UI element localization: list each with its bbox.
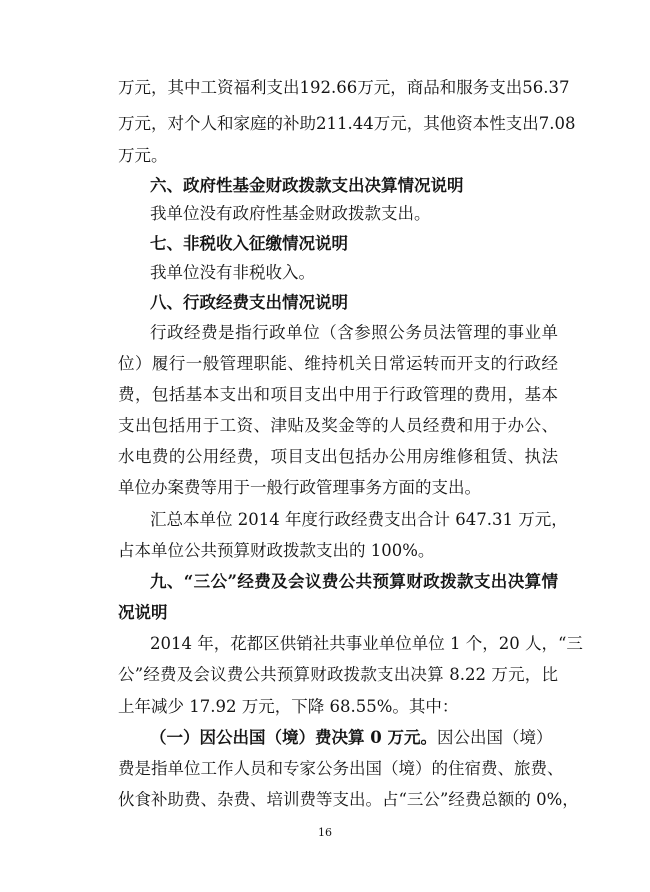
body-text-line: 水电费的公用经费，项目支出包括办公用房维修租赁、执法	[118, 447, 558, 466]
body-text-line: 位）履行一般管理职能、维持机关日常运转而开支的行政经	[118, 354, 558, 373]
body-text-line: 我单位没有政府性基金财政拨款支出。	[150, 204, 431, 223]
body-text-line: 万元，其中工资福利支出192.66万元，商品和服务支出56.37	[118, 78, 570, 97]
page-number: 16	[318, 826, 332, 839]
body-text-line: 上年减少 17.92 万元，下降 68.55%。其中：	[118, 697, 459, 716]
section-heading-7: 七、非税收入征缴情况说明	[150, 234, 348, 253]
section-heading-9: 九、“三公”经费及会议费公共预算财政拨款支出决算情	[150, 572, 558, 591]
body-text-line: 万元，对个人和家庭的补助211.44万元，其他资本性支出7.08	[118, 114, 576, 133]
body-text-line: 单位办案费等用于一般行政管理事务方面的支出。	[118, 478, 481, 497]
body-text-line: 伙食补助费、杂费、培训费等支出。占“三公”经费总额的 0%，	[118, 790, 579, 809]
body-text-line: 公”经费及会议费公共预算财政拨款支出决算 8.22 万元，比	[118, 665, 558, 684]
body-text-line: 费，包括基本支出和项目支出中用于行政管理的费用，基本	[118, 385, 558, 404]
subsection-text: 因公出国（境）	[436, 728, 553, 747]
section-heading-8: 八、行政经费支出情况说明	[150, 293, 348, 312]
body-text-line: 支出包括用于工资、津贴及奖金等的人员经费和用于办公、	[118, 416, 558, 435]
subsection-heading-1: （一）因公出国（境）费决算 0 万元。	[150, 728, 437, 747]
body-text-line: 行政经费是指行政单位（含参照公务员法管理的事业单	[150, 323, 558, 342]
body-text-line: 汇总本单位 2014 年度行政经费支出合计 647.31 万元，	[150, 510, 568, 529]
section-heading-9-cont: 况说明	[118, 603, 168, 622]
body-text-line: 我单位没有非税收入。	[150, 263, 315, 282]
subsection-line	[150, 727, 558, 749]
section-heading-6: 六、政府性基金财政拨款支出决算情况说明	[150, 176, 464, 195]
body-text-line: 费是指单位工作人员和专家公务出国（境）的住宿费、旅费、	[118, 759, 564, 778]
body-text-line: 2014 年，花都区供销社共事业单位单位 1 个，20 人，“三	[150, 634, 583, 653]
body-text-line: 万元。	[118, 146, 168, 165]
body-text-line: 占本单位公共预算财政拨款支出的 100%。	[118, 541, 435, 560]
